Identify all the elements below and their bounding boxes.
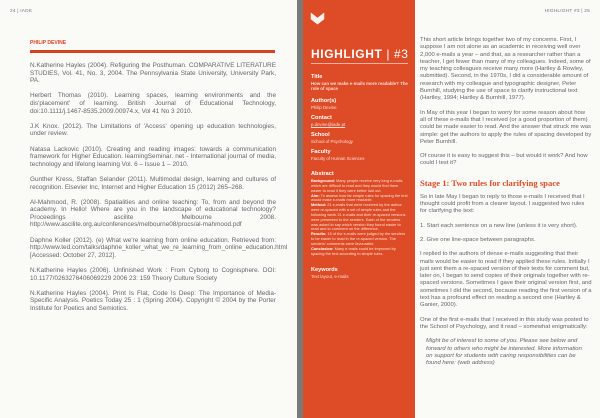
abstract-paragraph: Conclusion: Many e-mails could be improved by spacing the text according to simple rules. [311,245,396,256]
rule-item: 1. Start each sentence on a new line (unless it is very short). [420,222,578,229]
contact-email-link[interactable]: p.devine@iade.pt [311,122,346,127]
body-paragraph: In May of this year I began to worry for some reason about how all of these e-mails that I received (or a good proportion of them) could be made easier to read. And the answer that struck me was simple: get the authors to apply the rules of spacing developed by Peter Burnhill. [420,109,592,145]
reference-item: J.K Knox. (2012). The Limitations of 'Access' opening up education technologies, under review. [30,122,276,138]
title-field [311,74,409,91]
abstract-label: Abstract [311,171,334,177]
faculty-value: Faculty of Human Sciences [311,156,365,161]
body-paragraph: Of course it is easy to suggest this – but would it work? And how could I test it? [420,153,588,167]
rule-item: 2. Give one line-space between paragraphs. [420,236,536,243]
highlight-title [311,47,409,61]
reference-item: N.Katherine Hayles (2004). Refiguring the Posthuman. COMPARATIVE LITERATURE STUDIES, Vol. 41, No. 3, 2004. The Pennsylvania State University, University Park, PA. [30,62,276,85]
author-running-head: PHILIP DEVINE [30,40,67,46]
contact-label: Contact [311,115,332,121]
body-paragraph: One of the first e-mails that I received in this study was posted to the School of Psychology, and it read – somewhat enigmatically: [420,316,589,330]
right-page-header: HIGHLIGHT #3 | 25 [544,9,590,14]
reference-item: Al-Mahmood, R. (2008). Spatialities and online teaching: To, from and beyond the academy. In Hello! Where are you in the landscape of educational technology? Proceedings ascilite Melbourne 2008. http://www.ascilite.org.au/conferences/melbourne08/procs/al-mahmood.pdf [30,198,276,229]
authors-label: Author(s) [311,98,337,104]
school-value: School of Psychology [311,139,353,144]
references-list [30,62,288,320]
abstract-paragraph: Aim: To assess how far simple rules for spacing the text would make e-mails more readable. [311,192,408,203]
article-sidebar [303,0,415,418]
contact-field [311,115,409,127]
left-page-header: 24 | IADE [10,9,33,14]
section-divider [30,50,275,53]
body-paragraph: So in late May I began to reply to those e-mails I received that I thought could profit from a clearer layout. I suggested two rules for clarifying the text: [420,193,585,215]
abstract-paragraph: Method: 21 e-mails that were received by the author were re-spaced with a set of simple rules and the following week 21 e-mails and their re-spaced versions were presented to the senders. Each of the senders was asked to say which version they found easier to read and to comment on the difference. [311,202,406,232]
reference-item: Daphne Koller (2012). (e) What we're learning from online education. Retrieved from: http://www.ted.com/talks/daphne_koller_what_we_re_learning_from_online_education.html [Accessed: October 27, 2012]. [30,236,288,259]
keywords-value: Text layout, e-mails [311,274,349,279]
faculty-field [311,149,409,161]
title-value: How can we make e-mails more readable? The role of space [311,81,408,92]
section-heading: Stage 1: Two rules for clarifying space [420,177,560,188]
right-page [303,0,600,418]
reference-item: Natasa Lackovic (2010). Creating and reading images: towards a communication framework for Higher Education. learningSeminar. net - International journal of media, technology and lifelong learning Vol. 6 – Issue 1 – 2010. [30,145,276,168]
body-paragraph: This short article brings together two of my concerns. First, I suppose I am not alone as an academic in receiving well over 2,000 e-mails a year – and that, as a researcher rather than a teacher, I get fewer than many of my colleagues. Indeed, some of my teaching colleagues receive many more (Hartley & Rowley, submitted). Second, in the 1970s, I did a considerable amount of research with my colleague and typographic designer, Peter Burnhill, studying the use of space to clarify instructional text (Hartley, 1994; Hartley & Burnhill, 1977). [420,37,591,102]
school-field [311,132,409,144]
highlight-label: HIGHLIGHT [311,47,383,61]
abstract-paragraph: Results: 15 of the e-mails were judged by the senders to be easier to read in the re-spaced version. The senders' comments were favourable. [311,231,406,246]
title-label: Title [311,74,323,80]
iade-chevron-logo [310,11,325,26]
abstract-paragraph: Background: Many people receive very long e-mails which are difficult to read and they would find them easier to read if they were better laid out. [311,178,403,193]
keywords-field [311,267,409,279]
keywords-label: Keywords [311,267,338,273]
highlight-number: | #3 [386,47,409,61]
reference-item: N.Katherine Hayles (2006). Unfinished Work : From Cyborg to Cognisphere. DOI: 10.1177/0263276406069229 2006 23: 159 Theory Culture Society [30,267,276,282]
quoted-email: Might be of interest to some of you. Please see below and forward to others who might be interested. More information on support for students with caring responsibilities can be found here: (web address) [426,338,582,367]
school-label: School [311,132,330,138]
abstract-block [311,171,408,257]
left-page [0,0,297,418]
reference-item: Herbert Thomas (2010). Learning spaces, learning environments and the dis'placement' of learning. British Journal of Educational Technology, doi:10.1111/j.1467-8535.2009.00974.x, Vol 41 No 3 2010. [30,92,276,115]
sidebar-divider [311,63,408,64]
reference-item: Gunther Kress, Staffan Selander (2011). Multimodal design, learning and cultures of recognition. Elsevier Inc, Internet and Higher Education 15 (2012) 265–268. [30,175,276,191]
faculty-label: Faculty [311,149,331,155]
authors-value: Philip Devine [311,105,337,110]
authors-field [311,98,409,110]
article-body [420,37,592,374]
body-paragraph: I replied to the authors of dense e-mails suggesting that their mails would be easier to read if they applied these rules. Initially I just sent them a re-spaced version of their texts for comment but, later on, I began to send copies of their originals together with re-spaced versions. Sometimes I gave their original version first, and sometimes I did the second, because reading the first version of a text has a profound effect on reading a second one (Hartley & Ganier, 2000). [420,251,592,309]
reference-item: N.Katherine Hayles (2004). Print Is Flat, Code Is Deep: The Importance of Media-Specific Analysis. Poetics Today 25 : 1 (Spring 2004). Copyright © 2004 by the Porter Institute for Poetics and Semiotics. [30,289,276,312]
